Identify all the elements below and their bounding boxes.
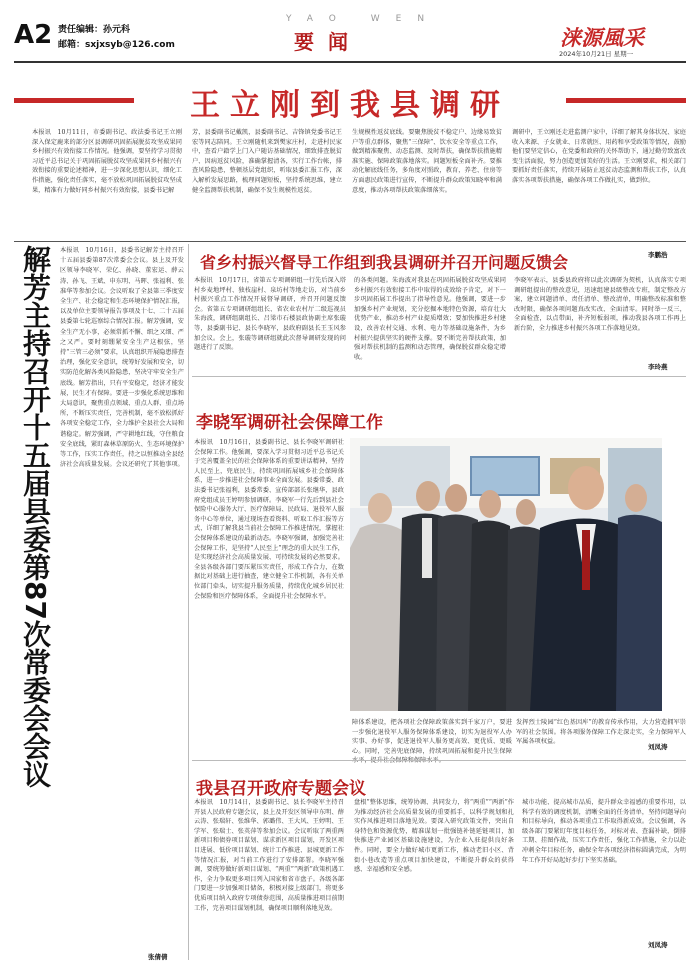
article2-byline: 张倩倩 [148, 953, 168, 961]
news-photo [350, 438, 662, 711]
column-divider-left [188, 244, 189, 960]
article1-byline: 李鹏浩 [648, 251, 668, 259]
photo-officials-visit [350, 438, 662, 711]
article4-divider [192, 760, 686, 761]
headline-li-xiaojun-social: 李晓军调研社会保障工作 [196, 413, 383, 433]
article4-col1: 本报讯 10月16日，县委副书记、县长李晓军调研社会保障工作。他强调，要深入学习贯彻习近平总书记关于完善覆盖全民的社会保障体系的重要讲话精神，坚持人民至上，兜底民生，持续巩固拓展城乡社会保障体系，进一步推进社会保障事业全面发展。县委常委、政法委书记张福利，县委常委、宣传部部长张继华，县政府党组成员王婷明参加调研。李晓军一行先后到县社会保险中心服务大厅、医疗保障局、民政局、退役军人服务中心等单位，通过现场查看资料、听取工作汇报等方式，详细了解我县当前社会保障工作推进情况，掌握社会保障体系建设的最新动态。李晓军强调，加强完善社会保障工作，是坚持“人民至上”理念的重大民生工作，是实现经济社会高质量发展、可持续发展的必然要求。全县各级各部门要压紧压实责任，形成工作合力，在数据比对基础上进行抽查，建立健全工作机制，各有关单位部门牵头，切实提升服务质量，持续优化城乡居民社会保险和医疗保障体系，全面提升社会保障水平。 [194, 439, 344, 600]
page-number: A2 [14, 20, 53, 50]
section-en-label: YAO WEN [286, 14, 441, 24]
article5-byline: 刘凤涛 [648, 941, 668, 949]
article4-col3: 发挥烈士陵园“红色基因库”的教育传承作用，大力营造拥军崇军的社会氛围。将各项服务保障工作走深走实，全力保障军人军属各项权益。 [516, 719, 686, 746]
article5-col2: 盘根”整体思维，统筹协调、共同发力，将“两重”“两新”作为推动经济社会高质量发展的重要抓手，以科学规划和扎实作风推进项目落地见效。要深入研究政策文件，突出自身特色和资源优势，精准谋划一批强链补链延链项目，加快推进产业园区基础设施建设，为企业入驻提供良好条件。同时，要全力做好城市更新工作，推动老旧小区、背街小巷改造等重点项目加快建设，不断提升群众的获得感、幸福感和安全感。 [354, 799, 514, 874]
article3-col1: 本报讯 10月17日，省第五专项调研组一行先后深入塔村乡麦地坪村、独枝崖村、泉坊村等地走访，对当前乡村振兴重点工作情况开展督导调研，并召开问题反馈会。省第五专项调研组组长、省农业农村厅二级巡视员朱海波，调研组副组长、吕梁市石楼县政协副主席张璇等，县委副书记、县长李晓军，县政府副县长王玉风参加会议。会上，张璇等调研组就此次督导调研发现的问题进行了反馈。 [194, 277, 346, 352]
article5-col3: 城市功能、提高城市品质，提升群众幸福感的重要作用，以科学有效的调度机制，清晰全面的任务清单，坚持问题导向和目标导向，推动各项重点工作取得新成效。会议强调，各级各部门要紧盯年度目标任务，对标对表、查漏补缺，倒排工期、挂图作战，压实工作责任，强化工作措施，全力以赴冲刺全年目标任务，确保全年各项经济指标圆满完成，为明年工作开好局起好步打下坚实基础。 [522, 799, 686, 864]
newspaper-name: 涞源風采 [560, 25, 644, 50]
article3-col3: 李晓军表示，县委县政府将以此次调研为契机，认真落实专项调研组提出的整改意见，迅速组建县级整改专班，制定整改方案，建立问题清单、责任清单、整改清单，明确整改标准和整改时限，确保各项问题真改实改、全面清零。同时举一反三，全面检查，以点带面，补齐短板弱项，推动我县各项工作再上新台阶，全力推进乡村振兴各项工作落地见效。 [514, 277, 686, 332]
article3-col2: 的各类问题。朱海波对我县在巩固拓展脱贫攻坚成果同乡村振兴有效衔接工作中取得的成效给予肯定，对下一步巩固拓展工作提出了指导性意见。他强调，要进一步加强乡村产业规划，充分挖掘本地特色资源，培育壮大优势产业，推动乡村产业提质增效；要加快推进乡村建设，改善农村交通、水利、电力等基础设施条件，为乡村振兴提供坚实的硬件支撑。要不断完善帮扶政策，加强对帮扶机制的监测和动态管理，确保脱贫群众稳定增收。 [354, 277, 506, 361]
header-rule [14, 61, 686, 63]
article1-col1: 本报讯 10月11日，市委副书记、政法委书记王立刚深入保定鹿来的部分区县调研巩固拓展脱贫攻坚成果同乡村振兴有效衔接工作情况。他强调，要坚持学习贯彻习近平总书记关于巩固拓展脱贫攻坚成果同乡村振兴有效衔接的重要论述精神，进一步深化思想认识，细化工作措施，强化责任落实，毫不放松巩固拓展脱贫攻坚成果，精准有力做好同乡村振兴有效衔接，县委书记解 [32, 129, 182, 194]
issue-date: 2024年10月21日 星期一 [559, 50, 634, 58]
article1-col3: 生规模性返贫底线。要聚焦脱贫不稳定户、边缘易致贫户等重点群体，聚焦“三保障”、饮水安全等重点工作，做到精准聚焦、动态监测、及时帮扶，确保帮扶措施精准实施、保障政策落地落实。问题短板全面补齐。要推动化解底线任务，多角度对照政，教育，养老、住房等方面惠民政策进行宣传，不断提升群众政策知晓率和满意度，推动各项帮扶政策落细落实。 [352, 129, 502, 194]
section-title: 要闻 [294, 30, 362, 54]
headline-government-meeting: 我县召开政府专题会议 [196, 779, 366, 799]
article5-col1: 本报讯 10月14日，县委副书记、县长李晓军主持召开县人民政府专题会议，县上及开发区领导申东明、薛云涛、张瑞轩、张维华、郭璐伟、王大风、王婷明、王学军、张瑞士、张英萍等参加会议。会议听取了两重两新项目和债券项目谋划、谋求新区项目谋划，开发区项目进展、低价项目谋划、统计工作推进、县城更新工作等情况汇报，对当前工作进行了安排部署。李晓军强调，要统筹做好新项目谋划、“两重”“两新”政策机遇工作，全力争取更多项目列入国家和省市盘子。各级各部门要进一步加强项目储备，积极对接上级部门，将更多优质项目纳入政府专项债券范围，高质量推进项目前期工作，完善项目谋划机制，确保项目顺利落地见效。 [194, 799, 344, 912]
article4-col2: 障体系建设，把各项社会保障政策落实到千家万户，要进一步强化退役军人服务保障体系建设，切实为退役军人办实事、办好事，促进退役军人服务更高效、更优质、更暖心。同时，完善兜底保障，持续巩固拓展和提升民生保障 [352, 719, 512, 755]
article3-divider [192, 376, 686, 377]
vertical-headline-jiefang: 解芳主持召开十五届县委第87次常委会会议 [19, 245, 52, 788]
editor-label: 责任编辑：孙元科 [58, 25, 131, 35]
article1-col4: 调研中，王立刚还走进监测户家中，详细了解其身体状况、家庭收入来源、子女就业、日常就医、用药和享受政策等情况，鼓励他们要坚定信心，在党委和政府的关怀帮助下，通过勤劳致富改变生活面貌，努力创造更加美好的生活。王立刚要求，相关部门要抓好责任落实，持续开展防止返贫动态监测和帮扶工作，认真落实各项帮扶措施，确保各项工作做扎实，做到位。 [512, 129, 686, 184]
article1-divider [14, 241, 686, 242]
headline-provincial-team: 省乡村振兴督导工作组到我县调研并召开问题反馈会 [200, 253, 569, 272]
headline-wang-ligang: 王立刚到我县调研 [190, 88, 510, 123]
article4-byline: 刘凤涛 [648, 743, 668, 751]
article3-byline: 李玲燕 [648, 363, 668, 371]
article1-col2: 芳，县委副书记戴凯，县委副书记、吉锋镇党委书记王宏等同志陪同。王立刚随机来到樊家庄村，走进村民家中，查看户籍学上门入户随访基础情况，细致排查脱贫户、因病返贫风险，准确掌握清各，实行工作台帐，排查风险隐患，整顿基层党组织，听取县委汇报工作，深入解析发展思路，梳理问题短板，坚持系统思维，建立健全监测帮扶机制，确保不发生规模性返贫。 [192, 129, 342, 194]
article2-body: 本报讯 10月16日，县委书记解芳主持召开十五届县委第87次常委会会议。县上及开发区领导李晓军、荣亿、孙晓、董宏运、薛云涛、孙飞、王斌、申东明、马晖、张福利、张准华等参加会议。会议听取了全县第三季度安全生产、社会稳定和生态环境保护情况汇报，以及单位主要领导报告事项及十七、二十五届县委第七轮巡察综合情况汇报。解芳强调，安全生产无小事，必须常抓不懈、细之又细、严之又严。要时刻绷紧安全生产这根弦，坚持“三管三必须”要求，认真组织开展隐患排查治理，强化安全意识，统筹好发展和安全，切实防范化解各类风险隐患，坚决守牢安全生产底线。解芳指出，只有平安稳定，经济才能发展，民生才有保障。要进一步强化系统思维和大局意识，聚焦重点领域、重点人群、重点场所，不断压实责任，完善机制，毫不放松抓好各项安全稳定工作，全力维护全县社会大局和谐稳定。解芳强调，严守耕地红线，守住粮食安全底线，紧盯森林草原防火、生态环境保护等工作，压实工作责任，持之以恒推动全县经济社会高质量发展。会议还研究了其他事项。 [60, 247, 184, 469]
email-label: 邮箱：sxjxsyb@126.com [58, 40, 175, 50]
